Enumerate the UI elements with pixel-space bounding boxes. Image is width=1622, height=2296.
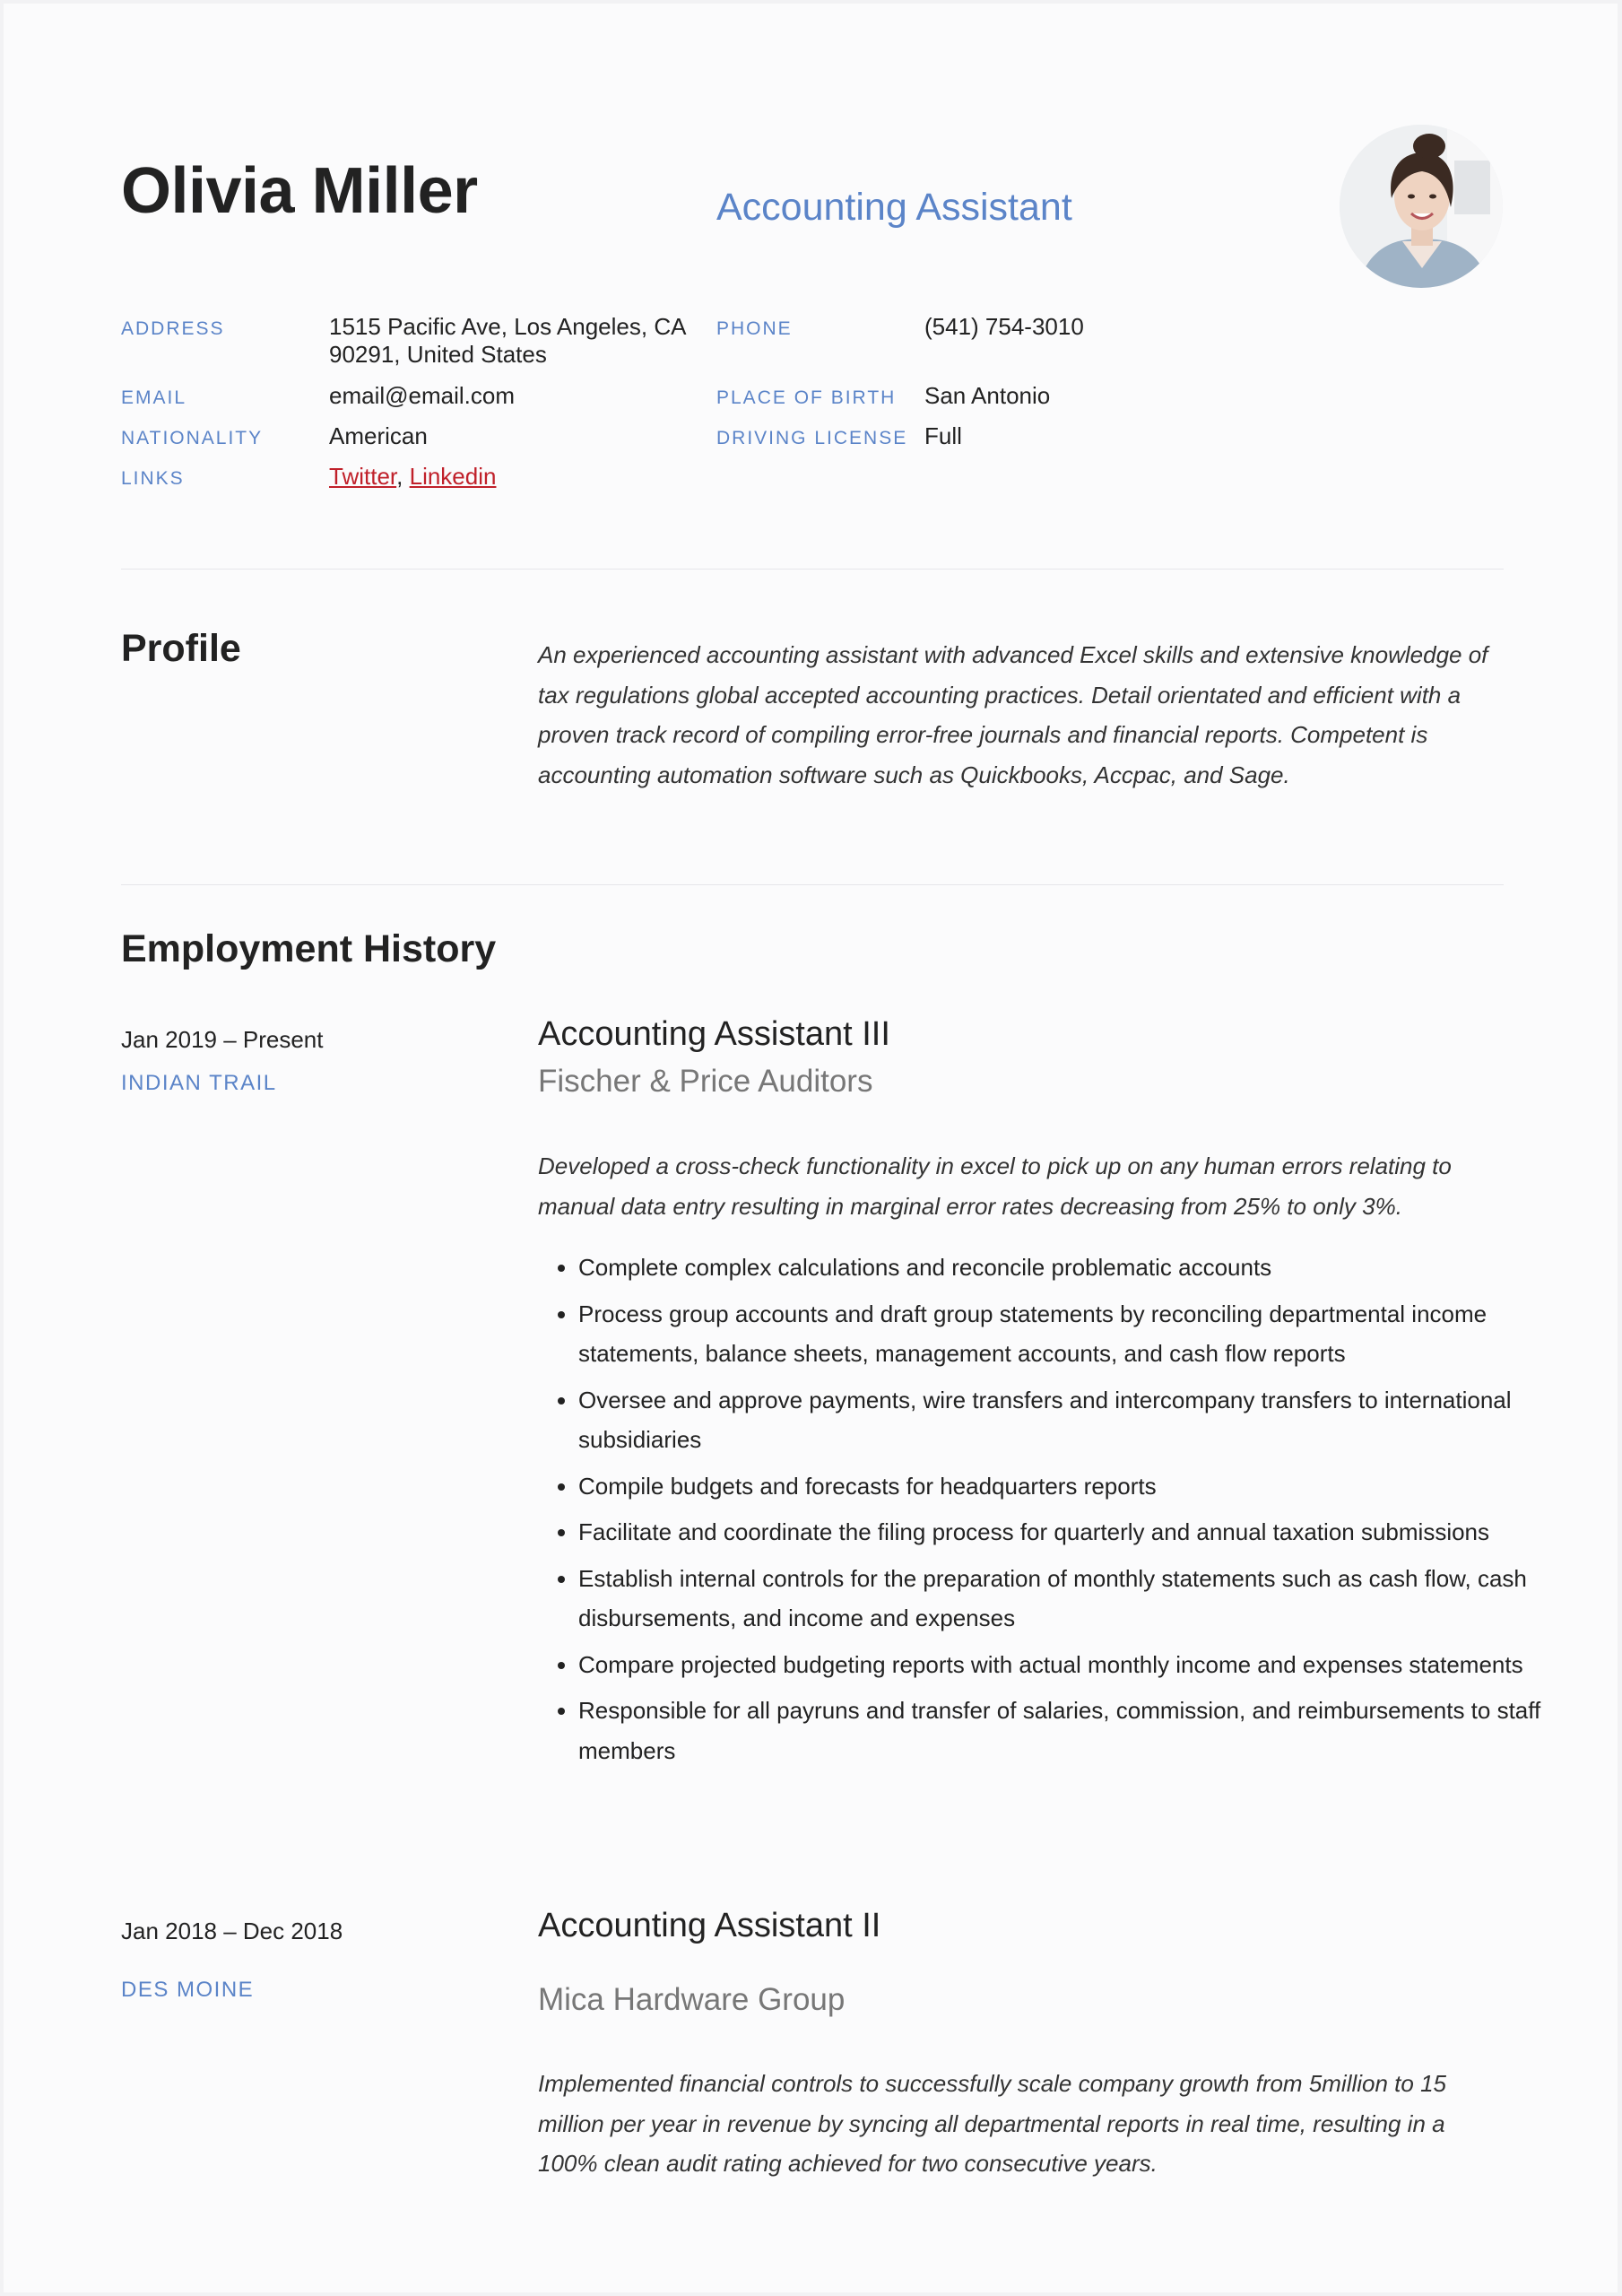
nationality-label: NATIONALITY [121,428,264,448]
employment-heading: Employment History [121,927,497,970]
list-item: • Compare projected budgeting reports with actual monthly income and expenses statements [578,1645,1556,1685]
job-title: Accounting Assistant [716,186,1072,229]
job-dates: Jan 2019 – Present [121,1026,324,1053]
job-city: DES MOINE [121,1978,255,2002]
profile-heading: Profile [121,627,241,670]
job-position: Accounting Assistant II [538,1907,881,1944]
profile-photo [1340,125,1503,288]
phone-label: PHONE [716,318,793,339]
job-summary: Developed a cross-check functionality in excel to pick up on any human errors relating to manual data entry resulting in marginal error rates decreasing from 25% to only 3%. [538,1152,1452,1220]
email-value: email@email.com [329,382,515,409]
job-city: INDIAN TRAIL [121,1071,277,1095]
job-position: Accounting Assistant III [538,1015,890,1053]
nationality-value: American [329,422,428,449]
job-employer: Fischer & Price Auditors [538,1064,873,1099]
job-dates: Jan 2018 – Dec 2018 [121,1918,343,1944]
email-label: EMAIL [121,387,187,408]
links-label: LINKS [121,468,185,489]
list-item: • Responsible for all payruns and transfer of salaries, commission, and reimbursements to staff members [578,1691,1556,1770]
link-separator: , [396,463,403,490]
address-line2: 90291, United States [329,341,547,368]
place-of-birth-value: San Antonio [924,382,1051,409]
list-item: • Complete complex calculations and reconcile problematic accounts [578,1248,1556,1288]
list-item: • Oversee and approve payments, wire transfers and intercompany transfers to international subsidiaries [578,1380,1556,1460]
resume-page [4,4,1618,2292]
candidate-name: Olivia Miller [121,155,478,227]
address-label: ADDRESS [121,318,225,339]
list-item: • Facilitate and coordinate the filing process for quarterly and annual taxation submissions [578,1512,1556,1552]
job-employer: Mica Hardware Group [538,1982,846,2017]
list-item: • Establish internal controls for the preparation of monthly statements such as cash flow, cash disbursements, and income and expenses [578,1559,1556,1639]
divider [121,569,1504,570]
profile-text: An experienced accounting assistant with advanced Excel skills and extensive knowledge of tax regulations global accepted accounting practices. Detail orientated and efficient with a proven track record of compiling error-free journals and financial reports. Competent is accounting automation software such as Quickbooks, Accpac, and Sage. [538,641,1488,788]
place-of-birth-label: PLACE OF BIRTH [716,387,897,408]
driving-license-value: Full [924,422,962,449]
phone-value: (541) 754-3010 [924,313,1084,340]
linkedin-link[interactable]: Linkedin [409,463,497,490]
list-item: • Compile budgets and forecasts for headquarters reports [578,1466,1556,1507]
list-item: • Process group accounts and draft group statements by reconciling departmental income statements, balance sheets, management accounts, and cash flow reports [578,1294,1556,1374]
job-bullets [538,1248,1556,1777]
profile-photo-image [1340,125,1503,288]
driving-license-label: DRIVING LICENSE [716,428,908,448]
twitter-link[interactable]: Twitter [329,463,397,490]
job-summary: Implemented financial controls to successfully scale company growth from 5million to 15 million per year in revenue by syncing all departmental reports in real time, resulting in a 100% clean audit rating achieved for two consecutive years. [538,2070,1447,2177]
divider [121,884,1504,885]
address-line1: 1515 Pacific Ave, Los Angeles, CA [329,313,687,340]
links-list [329,463,496,491]
